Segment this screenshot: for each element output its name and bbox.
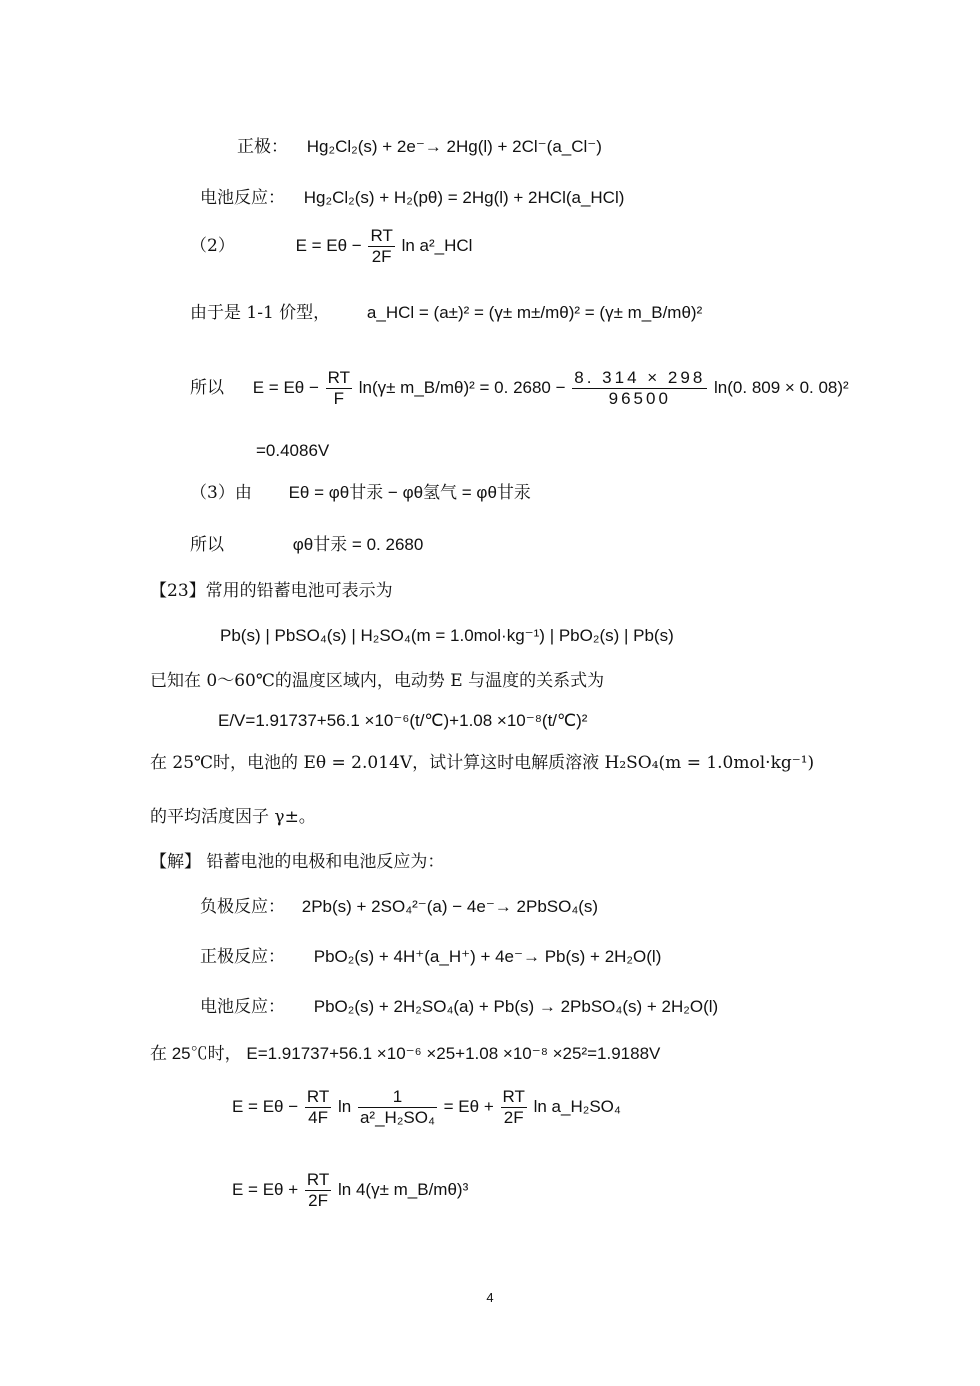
cathode-reaction-line <box>237 136 602 158</box>
denominator: 2F <box>371 247 392 266</box>
emf-result-line <box>256 440 329 462</box>
line-label: 所以 <box>190 535 224 555</box>
denominator: a²_H₂SO₄ <box>359 1108 435 1127</box>
numerator: RT <box>327 368 350 387</box>
emf-at-25c-line: 在 25℃时， E=1.91737+56.1 ×10⁻⁶ ×25+1.08 ×10⁻⁸ ×25²=1.9188V <box>150 1044 661 1063</box>
activity-line <box>190 302 702 324</box>
equation: Hg₂Cl₂(s) + H₂(pθ) = 2Hg(l) + 2HCl(a_HCl) <box>303 188 625 207</box>
emf-calculation-line <box>190 368 849 409</box>
fraction <box>501 1087 527 1128</box>
equation: a_HCl = (a±)² = (γ± m±/mθ)² = (γ± m_B/mθ)² <box>366 303 703 322</box>
equation-right: ln(0. 809 × 0. 08)² <box>714 377 849 397</box>
cathode-reaction-line <box>200 946 661 968</box>
equation-left: E = Eθ − <box>295 235 362 255</box>
line-label: 电池反应： <box>200 188 285 208</box>
numerator: RT <box>306 1170 330 1189</box>
nernst-equation <box>296 226 473 267</box>
denominator: 4F <box>308 1108 328 1127</box>
question-23-heading: 【23】常用的铅蓄电池可表示为 <box>150 581 393 601</box>
line-label: （3）由 <box>190 483 252 503</box>
line-label: 电池反应： <box>200 997 285 1017</box>
part-3-line <box>190 482 531 504</box>
equation-right: ln a_H₂SO₄ <box>533 1096 621 1116</box>
line-label: 正极反应： <box>200 947 285 967</box>
equation-right: ln a²_HCl <box>401 235 473 255</box>
denominator: 2F <box>503 1108 524 1127</box>
equation: PbO₂(s) + 2H₂SO₄(a) + Pb(s) → 2PbSO₄(s) + 2H₂O(l) <box>313 997 719 1016</box>
equation: PbO₂(s) + 4H⁺(a_H⁺) + 4e⁻→ Pb(s) + 2H₂O(l) <box>313 947 662 966</box>
equation-left: E = Eθ − <box>232 1096 299 1116</box>
question-text-line: 已知在 0～60℃的温度区域内，电动势 E 与温度的关系式为 <box>150 671 605 691</box>
denominator: 2F <box>308 1191 328 1210</box>
question-text-line: 的平均活度因子 γ±。 <box>150 807 316 827</box>
fraction <box>326 368 352 409</box>
fraction <box>572 368 707 409</box>
numerator: 1 <box>358 1087 437 1108</box>
equation-right: ln 4(γ± m_B/mθ)³ <box>338 1179 469 1199</box>
equation: Eθ = φθ甘汞 − φθ氢气 = φθ甘汞 <box>288 483 531 502</box>
solution-heading: 【解】 铅蓄电池的电极和电池反应为： <box>150 852 445 872</box>
fraction <box>305 1170 331 1211</box>
fraction <box>368 226 394 267</box>
line-label: 负极反应： <box>200 897 285 917</box>
ln-symbol: ln <box>338 1096 352 1116</box>
nernst-equation-1 <box>232 1087 621 1128</box>
equation-left: E = Eθ + <box>232 1179 299 1199</box>
numerator: RT <box>502 1087 525 1106</box>
lead-acid-cell-notation: Pb(s) | PbSO₄(s) | H₂SO₄(m = 1.0mol·kg⁻¹) | PbO₂(s) | Pb(s) <box>220 626 674 645</box>
line-label: （2） <box>190 235 235 256</box>
equation-middle: ln(γ± m_B/mθ)² = 0. 2680 − <box>358 377 566 397</box>
calomel-potential-line <box>190 534 423 556</box>
equation: 2Pb(s) + 2SO₄²⁻(a) − 4e⁻→ 2PbSO₄(s) <box>301 897 599 916</box>
emf-equation <box>253 368 849 409</box>
page-number: 4 <box>486 1290 494 1305</box>
denominator: F <box>333 389 345 408</box>
result: =0.4086V <box>256 441 330 460</box>
equation-left: E = Eθ − <box>252 377 319 397</box>
equation: Hg₂Cl₂(s) + 2e⁻→ 2Hg(l) + 2Cl⁻(a_Cl⁻) <box>306 137 602 156</box>
cell-reaction-line <box>200 187 624 209</box>
denominator: 96500 <box>608 389 671 408</box>
fraction <box>358 1087 437 1128</box>
line-label: 所以 <box>190 377 224 398</box>
anode-reaction-line <box>200 896 598 918</box>
nernst-equation-2 <box>232 1170 468 1211</box>
temperature-equation: E/V=1.91737+56.1 ×10⁻⁶(t/℃)+1.08 ×10⁻⁸(t/℃)² <box>218 711 588 730</box>
equation-middle: = Eθ + <box>443 1096 494 1116</box>
equation: φθ甘汞 = 0. 2680 <box>292 535 424 554</box>
part-2-line <box>190 226 472 267</box>
numerator: 8. 314 × 298 <box>574 368 706 387</box>
cell-reaction-line <box>200 996 718 1018</box>
fraction <box>305 1087 331 1128</box>
question-text-line: 在 25℃时，电池的 Eθ = 2.014V，试计算这时电解质溶液 H₂SO₄(m = 1.0mol·kg⁻¹) <box>150 753 815 773</box>
numerator: RT <box>370 226 393 245</box>
line-label: 正极： <box>237 137 288 157</box>
line-label: 由于是 1-1 价型， <box>190 303 331 323</box>
numerator: RT <box>306 1087 330 1106</box>
